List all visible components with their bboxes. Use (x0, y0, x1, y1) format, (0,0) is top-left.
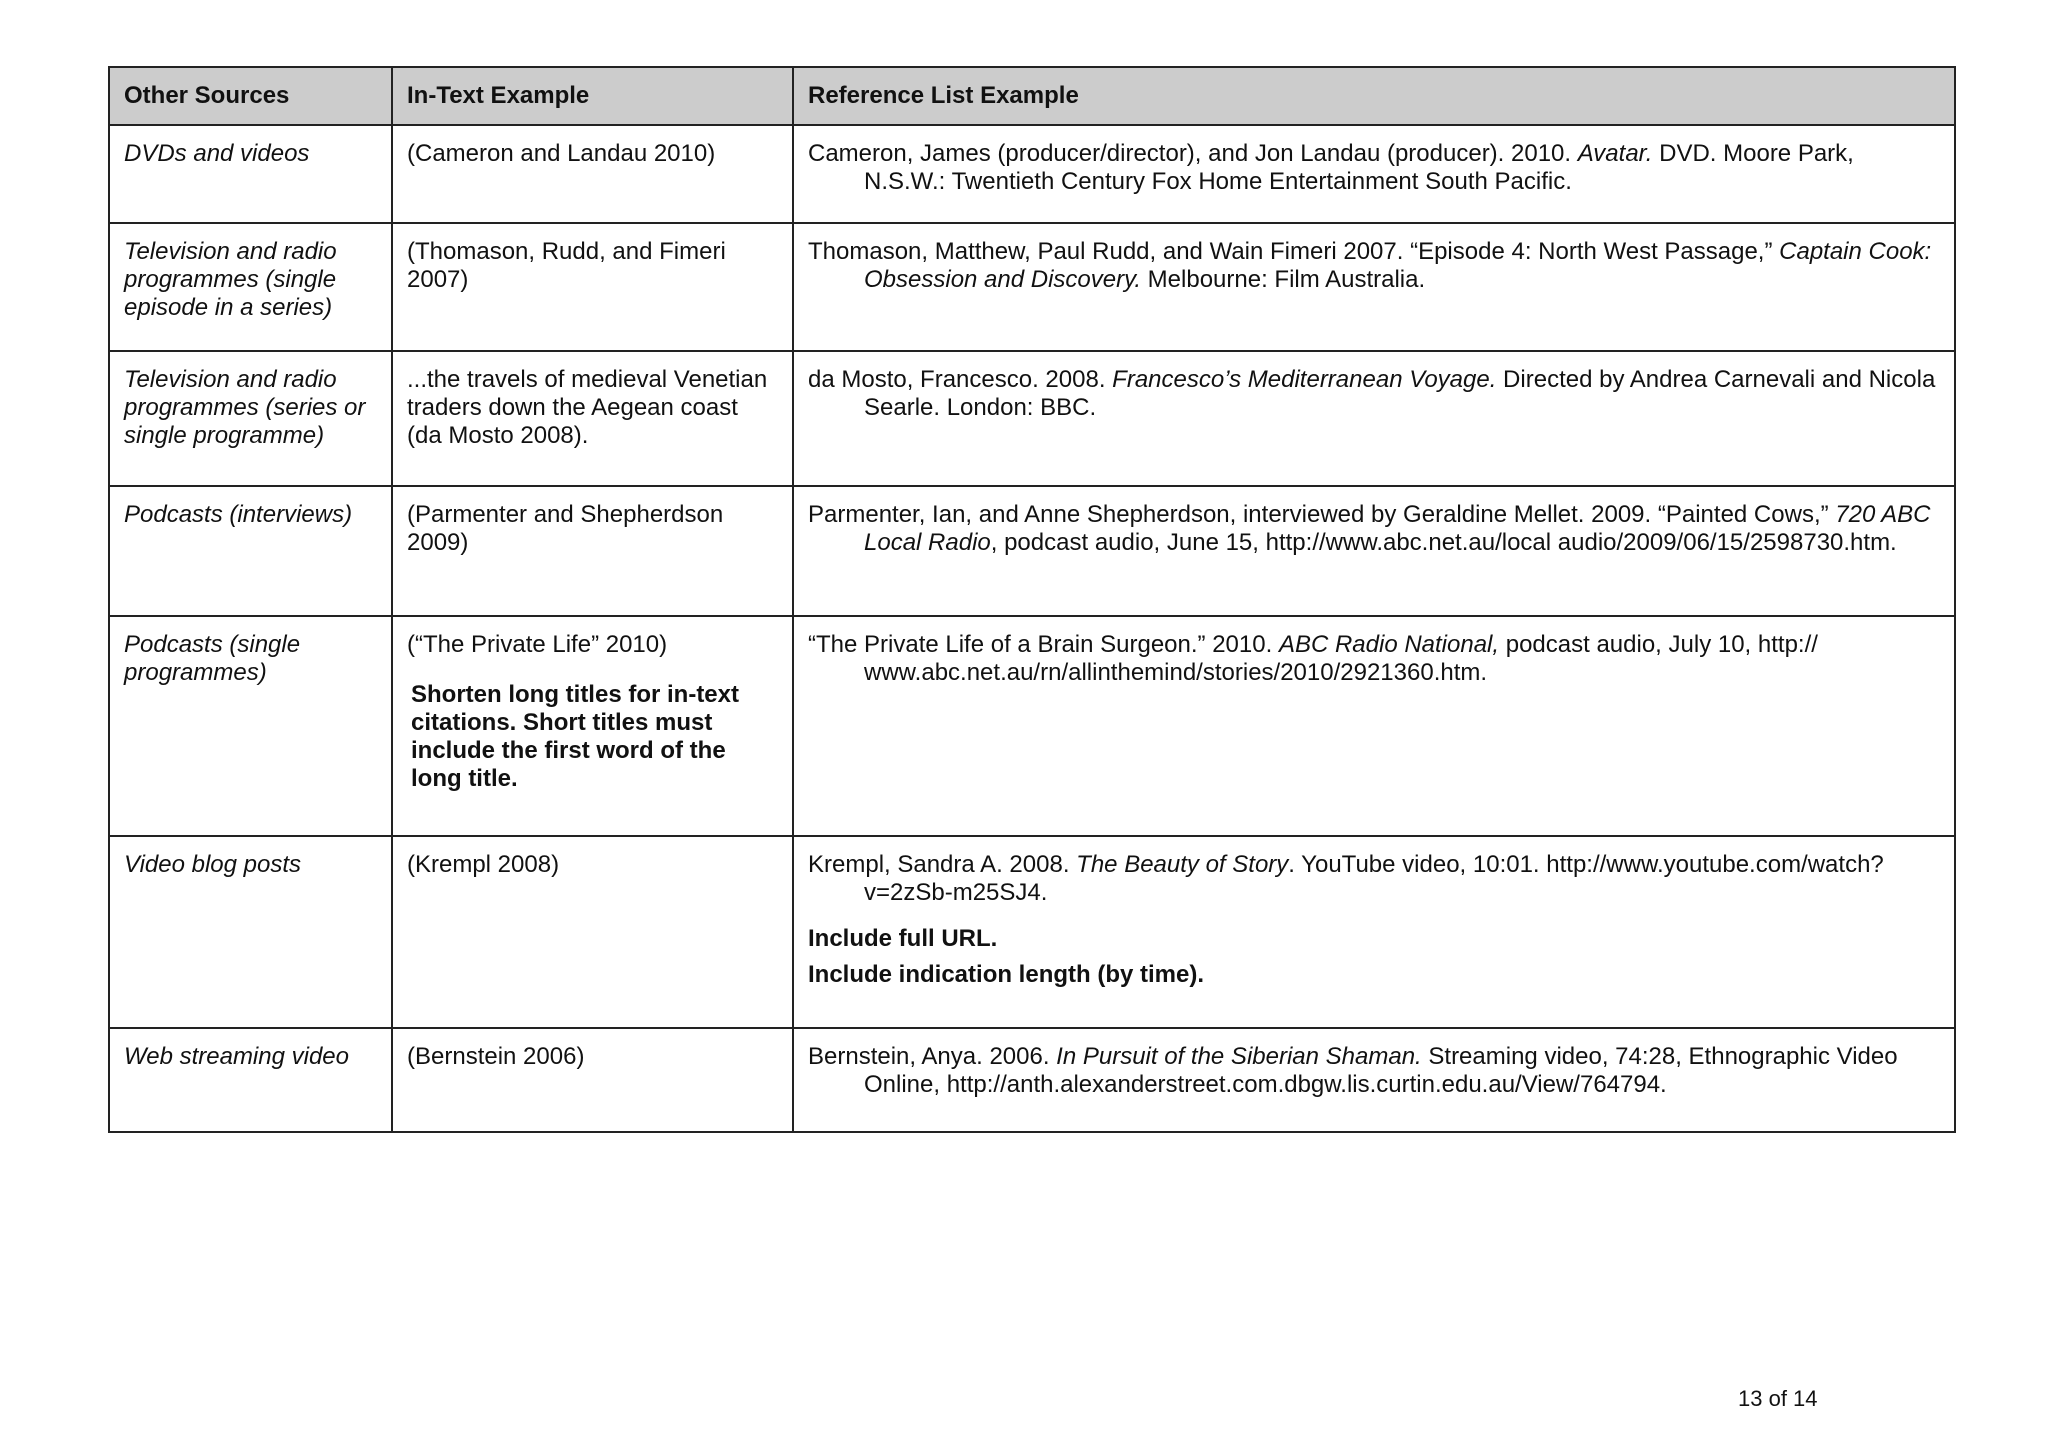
reference-cell (793, 351, 1955, 486)
in-text-cell: (Cameron and Landau 2010) (392, 125, 793, 223)
page-number: 13 of 14 (1738, 1386, 1818, 1411)
in-text-example: (“The Private Life” 2010) (407, 631, 668, 658)
reference-cell (793, 616, 1955, 836)
reference-text: DVD. Moore Park, N.S.W.: Twentieth Century Fox Home Entertainment South Pacific. (864, 140, 1854, 195)
reference-entry (808, 501, 1940, 557)
reference-text: Streaming video, 74:28, Ethnographic Video Online, http://anth.alexanderstreet.com.dbgw.lis.curtin.edu.au/View/764794. (864, 1043, 1898, 1098)
reference-title: Avatar. (1577, 140, 1653, 167)
reference-entry (808, 238, 1940, 294)
reference-title: Francesco’s Mediterranean Voyage. (1112, 366, 1497, 393)
reference-text: Parmenter, Ian, and Anne Shepherdson, interviewed by Geraldine Mellet. 2009. “Painted Cows,” (808, 501, 1836, 528)
in-text-cell: (Thomason, Rudd, and Fimeri 2007) (392, 223, 793, 351)
reference-entry (808, 631, 1940, 687)
table-row (109, 351, 1955, 486)
in-text-note: Shorten long titles for in-text citations. Short titles must include the first word of the long title. (411, 681, 739, 792)
reference-title: The Beauty of Story (1076, 851, 1289, 878)
reference-text: Thomason, Matthew, Paul Rudd, and Wain Fimeri 2007. “Episode 4: North West Passage,” (808, 238, 1780, 265)
reference-text: Cameron, James (producer/director), and Jon Landau (producer). 2010. (808, 140, 1578, 167)
source-type-cell: DVDs and videos (109, 125, 392, 223)
reference-text: da Mosto, Francesco. 2008. (808, 366, 1113, 393)
reference-text: Directed by Andrea Carnevali and Nicola Searle. London: BBC. (864, 366, 1936, 421)
reference-text: . YouTube video, 10:01. http://www.youtube.com/watch?v=2zSb-m25SJ4. (864, 851, 1884, 906)
reference-cell (793, 223, 1955, 351)
reference-cell (793, 486, 1955, 616)
source-type-cell: Video blog posts (109, 836, 392, 1028)
in-text-cell: (Bernstein 2006) (392, 1028, 793, 1132)
reference-text: , podcast audio, June 15, http://www.abc.net.au/local audio/2009/06/15/2598730.htm. (990, 529, 1897, 556)
in-text-cell: (Krempl 2008) (392, 836, 793, 1028)
reference-entry (808, 366, 1940, 422)
header-in-text-example: In-Text Example (392, 67, 793, 125)
reference-cell (793, 125, 1955, 223)
reference-note: Include full URL. (808, 925, 998, 952)
reference-entry (808, 1043, 1940, 1099)
header-row (109, 67, 1955, 125)
header-other-sources: Other Sources (109, 67, 392, 125)
reference-entry (808, 140, 1940, 196)
reference-text: Krempl, Sandra A. 2008. (808, 851, 1077, 878)
in-text-cell: (Parmenter and Shepherdson 2009) (392, 486, 793, 616)
source-type-cell: Podcasts (single programmes) (109, 616, 392, 836)
reference-cell (793, 836, 1955, 1028)
reference-text: podcast audio, July 10, http:// www.abc.net.au/rn/allinthemind/stories/2010/2921360.htm. (864, 631, 1818, 686)
reference-note: Include indication length (by time). (808, 961, 1205, 988)
header-reference-list-example: Reference List Example (793, 67, 1955, 125)
reference-title: Captain Cook: Obsession and Discovery. (864, 238, 1932, 293)
source-type-cell: Podcasts (interviews) (109, 486, 392, 616)
source-type-cell: Web streaming video (109, 1028, 392, 1132)
in-text-cell (392, 616, 793, 836)
table-row (109, 486, 1955, 616)
reference-text: Melbourne: Film Australia. (1141, 266, 1426, 293)
table-row (109, 836, 1955, 1028)
table-row (109, 1028, 1955, 1132)
reference-text: “The Private Life of a Brain Surgeon.” 2010. (808, 631, 1279, 658)
in-text-cell: ...the travels of medieval Venetian traders down the Aegean coast (da Mosto 2008). (392, 351, 793, 486)
source-type-cell: Television and radio programmes (series or single programme) (109, 351, 392, 486)
reference-text: Bernstein, Anya. 2006. (808, 1043, 1057, 1070)
table-row (109, 616, 1955, 836)
reference-title: 720 ABC Local Radio (864, 501, 1931, 556)
source-type-cell: Television and radio programmes (single episode in a series) (109, 223, 392, 351)
reference-cell (793, 1028, 1955, 1132)
citation-table (108, 66, 1956, 1133)
reference-title: ABC Radio National, (1278, 631, 1500, 658)
reference-entry (808, 851, 1940, 907)
table-row (109, 223, 1955, 351)
table-row (109, 125, 1955, 223)
reference-title: In Pursuit of the Siberian Shaman. (1056, 1043, 1422, 1070)
